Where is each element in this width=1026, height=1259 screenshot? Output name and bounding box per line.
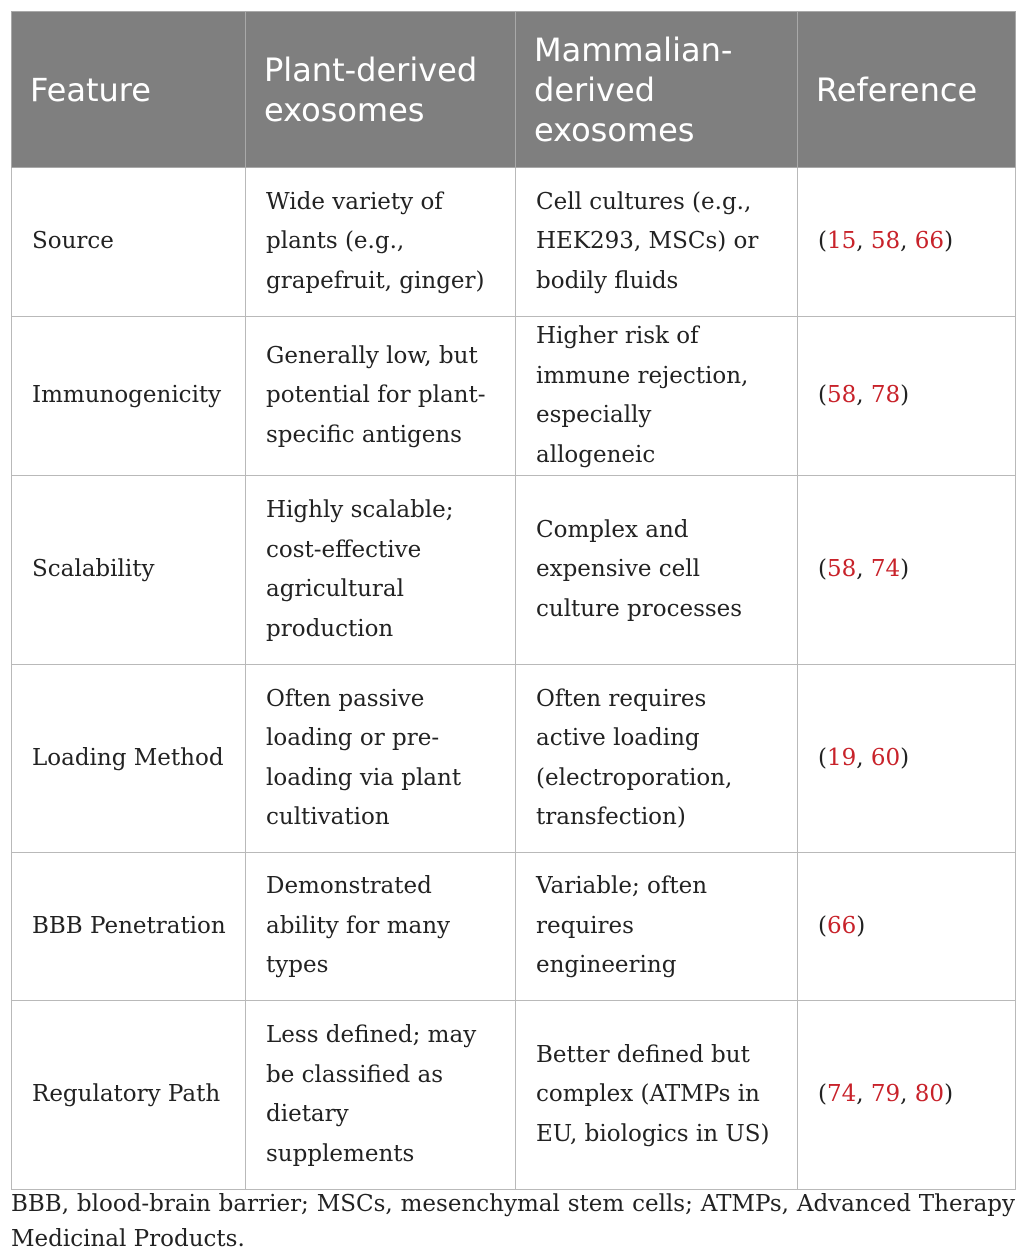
plant-cell: Less defined; may be classified as dietary supplements [246,1001,516,1190]
reference-link[interactable]: 66 [914,228,945,255]
reference-cell: (58, 78) [798,317,1016,476]
comparison-table-container [11,11,1015,1190]
reference-link[interactable]: 66 [826,912,857,939]
mammalian-cell: Higher risk of immune rejection, especially allogeneic [516,317,798,476]
table-row [12,853,1016,1001]
reference-link[interactable]: 74 [826,1081,857,1108]
table-row [12,476,1016,665]
reference-link[interactable]: 60 [870,744,901,771]
reference-cell: (15, 58, 66) [798,168,1016,317]
mammalian-cell: Complex and expensive cell culture processes [516,476,798,665]
reference-link[interactable]: 80 [914,1081,945,1108]
header-feature: Feature [12,12,246,168]
reference-cell: (66) [798,853,1016,1001]
header-reference: Reference [798,12,1016,168]
mammalian-cell: Variable; often requires engineering [516,853,798,1001]
reference-cell: (19, 60) [798,665,1016,853]
plant-cell: Demonstrated ability for many types [246,853,516,1001]
plant-cell: Highly scalable; cost-effective agricultural production [246,476,516,665]
feature-cell: Immunogenicity [12,317,246,476]
plant-cell: Generally low, but potential for plant-specific antigens [246,317,516,476]
feature-cell: Source [12,168,246,317]
table-row [12,317,1016,476]
table-row [12,168,1016,317]
reference-cell: (58, 74) [798,476,1016,665]
reference-link[interactable]: 79 [870,1081,901,1108]
reference-link[interactable]: 78 [870,382,901,409]
reference-link[interactable]: 15 [826,228,857,255]
mammalian-cell: Better defined but complex (ATMPs in EU, biologics in US) [516,1001,798,1190]
table-row [12,665,1016,853]
plant-cell: Often passive loading or pre-loading via plant cultivation [246,665,516,853]
table-header-row [12,12,1016,168]
reference-link[interactable]: 19 [826,744,857,771]
feature-cell: Scalability [12,476,246,665]
table-row [12,1001,1016,1190]
reference-link[interactable]: 58 [826,556,857,583]
feature-cell: BBB Penetration [12,853,246,1001]
plant-cell: Wide variety of plants (e.g., grapefruit, ginger) [246,168,516,317]
reference-link[interactable]: 58 [870,228,901,255]
feature-cell: Regulatory Path [12,1001,246,1190]
table-footnote: BBB, blood-brain barrier; MSCs, mesenchymal stem cells; ATMPs, Advanced Therapy Medicinal Products. [11,1191,1015,1252]
reference-cell: (74, 79, 80) [798,1001,1016,1190]
feature-cell: Loading Method [12,665,246,853]
reference-link[interactable]: 58 [826,382,857,409]
header-plant-derived: Plant-derived exosomes [246,12,516,168]
header-mammalian-derived: Mammalian-derived exosomes [516,12,798,168]
mammalian-cell: Often requires active loading (electroporation, transfection) [516,665,798,853]
mammalian-cell: Cell cultures (e.g., HEK293, MSCs) or bodily fluids [516,168,798,317]
exosome-comparison-table [11,11,1016,1190]
reference-link[interactable]: 74 [870,556,901,583]
